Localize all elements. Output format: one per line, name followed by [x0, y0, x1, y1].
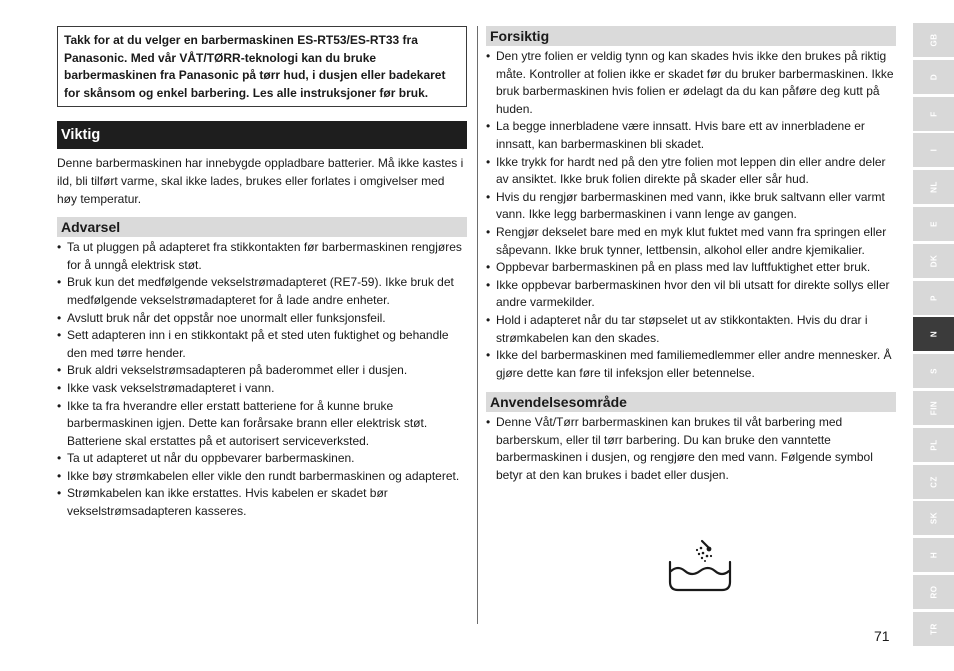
language-tab-d[interactable]	[913, 60, 954, 94]
language-tab-label: CZ	[929, 475, 938, 488]
forsiktig-item: • Ikke trykk for hardt ned på den ytre folien mot leppen din eller andre deler av ansiktet. Ikke bruk folien direkte på skader eller sår hud.	[486, 154, 896, 189]
language-tab-label: GB	[929, 33, 938, 47]
section-heading-viktig: Viktig	[57, 121, 467, 149]
anvendelse-item: • Denne Våt/Tørr barbermaskinen kan brukes til våt barbering med barberskum, eller til tørr barbering. Du kan bruke den vanntette barbermaskinen i dusjen, og rengjøre den med vann. Følgende symbol betyr at den kan brukes i badet eller dusjen.	[486, 414, 896, 484]
language-tab-label: F	[929, 110, 938, 117]
language-tab-label: SK	[929, 512, 938, 525]
forsiktig-item: • Hold i adapteret når du tar støpselet ut av stikkontakten. Hvis du drar i strømkabelen kan den skades.	[486, 312, 896, 347]
advarsel-item: • Ikke vask vekselstrømadapteret i vann.	[57, 380, 467, 398]
language-tab-label: E	[929, 221, 938, 227]
forsiktig-list	[486, 46, 896, 382]
language-tab-label: N	[929, 331, 938, 338]
language-tab-pl[interactable]	[913, 428, 954, 462]
language-tab-label: I	[929, 149, 938, 152]
language-tab-f[interactable]	[913, 97, 954, 131]
section-heading-anvendelse: Anvendelsesområde	[486, 392, 896, 412]
right-column	[486, 26, 896, 485]
language-tab-nl[interactable]	[913, 170, 954, 204]
language-tab-label: RO	[929, 585, 938, 599]
language-tabs	[913, 23, 954, 649]
forsiktig-item: • Den ytre folien er veldig tynn og kan skades hvis ikke den brukes på riktig måte. Kontroller at folien ikke er skadet før du bruker barbermaskinen. Ikke bruk barbermaskinen hvis folien er ødelagt da du kan påføre deg kutt på huden.	[486, 48, 896, 118]
advarsel-item: • Ikke ta fra hverandre eller erstatt batteriene for å kunne bruke barbermaskinen igjen. Dette kan forårsake brann eller elektrisk støt. Batteriene skal erstattes på et autorisert serviceverksted.	[57, 398, 467, 451]
advarsel-item: • Strømkabelen kan ikke erstattes. Hvis kabelen er skadet bør vekselstrømsadapteren kasseres.	[57, 485, 467, 520]
forsiktig-item: • Rengjør dekselet bare med en myk klut fuktet med vann fra springen eller såpevann. Ikke bruk tynner, lettbensin, alkohol eller andre kjemikalier.	[486, 224, 896, 259]
advarsel-item: • Bruk aldri vekselstrømsadapteren på baderommet eller i dusjen.	[57, 362, 467, 380]
advarsel-list	[57, 237, 467, 521]
language-tab-gb[interactable]	[913, 23, 954, 57]
left-column	[57, 26, 467, 521]
section-heading-forsiktig: Forsiktig	[486, 26, 896, 46]
language-tab-label: D	[929, 73, 938, 80]
advarsel-item: • Bruk kun det medfølgende vekselstrømadapteret (RE7-59). Ikke bruk det medfølgende vekselstrømadapteret for å lade andre enheter.	[57, 274, 467, 309]
language-tab-tr[interactable]	[913, 612, 954, 646]
forsiktig-item: • Oppbevar barbermaskinen på en plass med lav luftfuktighet etter bruk.	[486, 259, 896, 277]
language-tab-label: S	[929, 368, 938, 375]
language-tab-label: DK	[929, 254, 938, 268]
language-tab-cz[interactable]	[913, 465, 954, 499]
language-tab-label: FIN	[929, 400, 938, 416]
language-tab-n[interactable]	[913, 317, 954, 351]
viktig-text: Denne barbermaskinen har innebygde oppladbare batterier. Må ikke kastes i ild, bli tilført varme, skal ikke lades, brukes eller forlates i omgivelser med høy temperatur.	[57, 156, 464, 206]
column-divider	[477, 26, 478, 624]
language-tab-label: P	[929, 294, 938, 301]
language-tab-ro[interactable]	[913, 575, 954, 609]
language-tab-label: NL	[929, 181, 938, 194]
forsiktig-item: • Ikke oppbevar barbermaskinen hvor den vil bli utsatt for direkte sollys eller andre varmekilder.	[486, 277, 896, 312]
page-number: 71	[874, 628, 890, 644]
forsiktig-item: • La begge innerbladene være innsatt. Hvis bare ett av innerbladene er innsatt, kan barbermaskinen bli skadet.	[486, 118, 896, 153]
language-tab-dk[interactable]	[913, 244, 954, 278]
language-tab-label: PL	[929, 439, 938, 451]
language-tab-fin[interactable]	[913, 391, 954, 425]
language-tab-i[interactable]	[913, 133, 954, 167]
language-tab-label: TR	[929, 622, 938, 635]
language-tab-p[interactable]	[913, 281, 954, 315]
shower-bath-icon	[667, 538, 733, 592]
language-tab-label: H	[929, 552, 938, 559]
anvendelse-list	[486, 412, 896, 484]
advarsel-item: • Ikke bøy strømkabelen eller vikle den rundt barbermaskinen og adapteret.	[57, 468, 467, 486]
advarsel-item: • Ta ut adapteret ut når du oppbevarer barbermaskinen.	[57, 450, 467, 468]
forsiktig-item: • Ikke del barbermaskinen med familiemedlemmer eller andre mennesker. Å gjøre dette kan føre til infeksjon eller betennelse.	[486, 347, 896, 382]
section-heading-advarsel: Advarsel	[57, 217, 467, 237]
advarsel-item: • Ta ut pluggen på adapteret fra stikkontakten før barbermaskinen rengjøres for å unngå elektrisk støt.	[57, 239, 467, 274]
forsiktig-item: • Hvis du rengjør barbermaskinen med vann, ikke bruk saltvann eller varmt vann. Ikke legg barbermaskinen i vann lenge av gangen.	[486, 189, 896, 224]
language-tab-e[interactable]	[913, 207, 954, 241]
advarsel-item: • Sett adapteren inn i en stikkontakt på et sted uten fuktighet og behandle den med tørre hender.	[57, 327, 467, 362]
language-tab-sk[interactable]	[913, 501, 954, 535]
language-tab-s[interactable]	[913, 354, 954, 388]
language-tab-h[interactable]	[913, 538, 954, 572]
intro-box: Takk for at du velger en barbermaskinen ES-RT53/ES-RT33 fra Panasonic. Med vår VÅT/TØRR-teknologi kan du bruke barbermaskinen fra Panasonic på tørr hud, i dusjen eller badekaret for skånsom og enkel barbering. Les alle instruksjoner før bruk.	[57, 26, 467, 107]
advarsel-item: • Avslutt bruk når det oppstår noe unormalt eller funksjonsfeil.	[57, 310, 467, 328]
